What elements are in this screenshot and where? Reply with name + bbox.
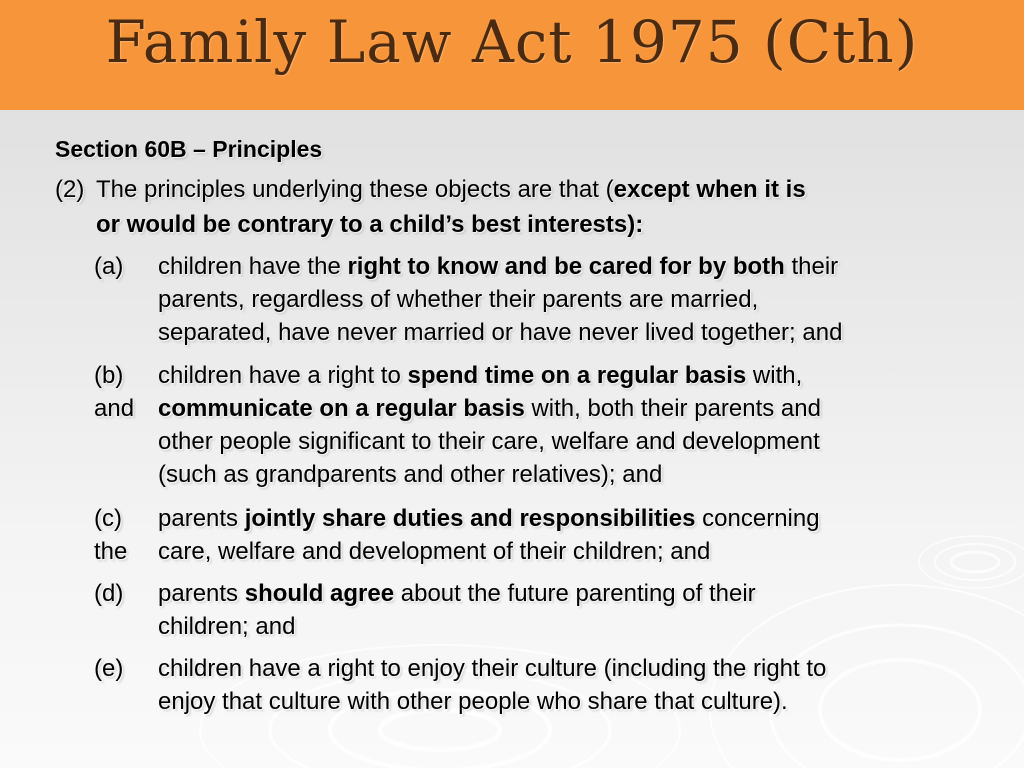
item-e-line-1: children have a right to enjoy their culture (including the right to xyxy=(158,655,827,682)
item-a-line-1: children have the right to know and be cared for by both their xyxy=(158,253,839,280)
item-e-line-2: enjoy that culture with other people who share that culture). xyxy=(158,688,788,715)
item-b-line-2: communicate on a regular basis with, both their parents and xyxy=(158,395,821,422)
intro-line-2: or would be contrary to a child’s best interests): xyxy=(96,211,644,238)
item-a-line-3: separated, have never married or have never lived together; and xyxy=(158,319,843,346)
item-c-line-2-prefix: the xyxy=(94,538,128,565)
item-e-label: (e) xyxy=(94,655,124,682)
slide-title: Family Law Act 1975 (Cth) xyxy=(105,8,919,76)
item-b-line-4: (such as grandparents and other relatives); and xyxy=(158,461,663,488)
item-d-line-2: children; and xyxy=(158,613,296,640)
item-d-line-1: parents should agree about the future parenting of their xyxy=(158,580,756,607)
item-b-line-3: other people significant to their care, welfare and development xyxy=(158,428,820,455)
item-a-line-2: parents, regardless of whether their parents are married, xyxy=(158,286,759,313)
section-heading: Section 60B – Principles xyxy=(55,136,323,162)
item-b-line-2-prefix: and xyxy=(94,395,135,422)
item-b-line-1: children have a right to spend time on a regular basis with, xyxy=(158,362,803,389)
item-c-line-1: parents jointly share duties and responsibilities concerning xyxy=(158,505,820,532)
item-c-label: (c) xyxy=(94,505,122,532)
item-d-label: (d) xyxy=(94,580,124,607)
item-b-label: (b) xyxy=(94,362,124,389)
intro-number: (2) xyxy=(55,176,85,203)
item-a-label: (a) xyxy=(94,253,124,280)
intro-line-1: The principles underlying these objects are that (except when it is xyxy=(96,176,806,203)
item-c-line-2: care, welfare and development of their children; and xyxy=(158,538,711,565)
